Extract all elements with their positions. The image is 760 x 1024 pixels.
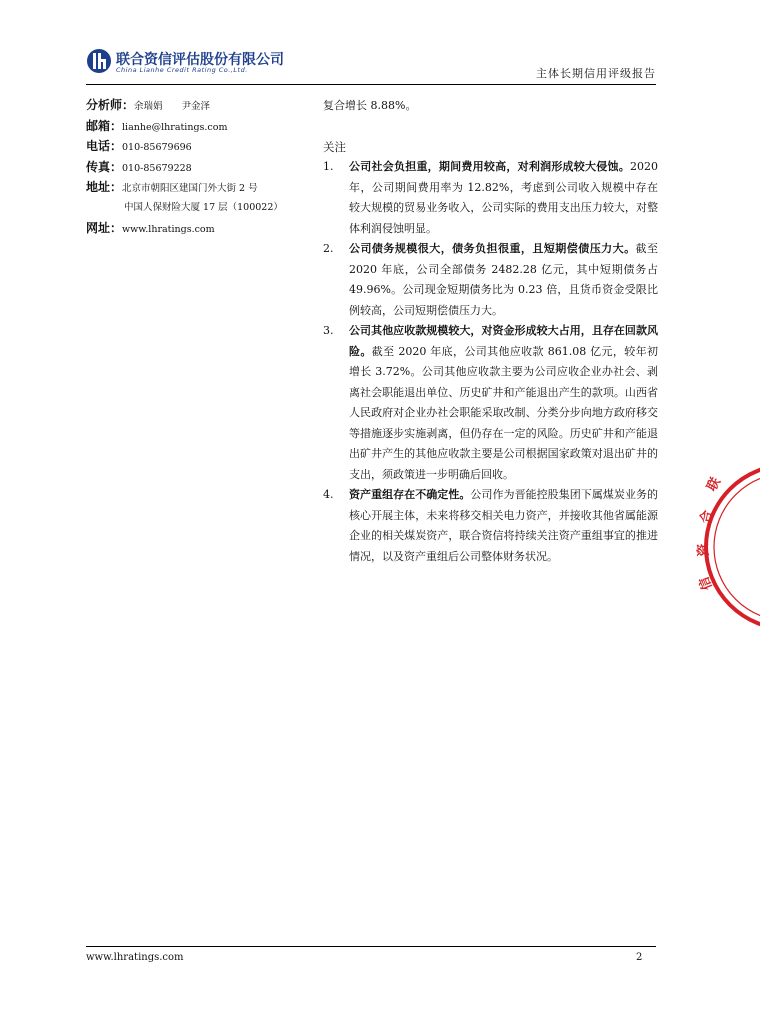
concern-item [323,485,658,567]
page-number: 2 [636,952,643,963]
svg-text:合: 合 [698,508,716,525]
concern-item [323,239,658,321]
footer-divider [86,946,656,947]
lianhe-logo-icon [86,48,112,74]
address-label: 地址： [86,180,123,194]
phone-label: 电话： [86,139,123,153]
analyst-row [86,96,311,117]
website-value[interactable]: www.lhratings.com [122,224,215,235]
website-label: 网址： [86,221,123,235]
item-detail: 公司作为晋能控股集团下属煤炭业务的核心开展主体，未来将移交相关电力资产，并接收其他省属能源企业的相关煤炭资产，联合资信将持续关注资产重组事宜的推进情况，以及资产重组后公司整体财务状况。 [349,488,659,563]
analyst-value: 余瑞娟 尹金泽 [134,101,211,112]
concern-item [323,321,658,485]
company-name-cn: 联合资信评估股份有限公司 [116,52,284,68]
item-detail: 截至 2020 年底，公司其他应收款 861.08 亿元，较年初增长 3.72%。公司其他应收款主要为公司应收企业办社会、剥离社会职能退出单位、历史矿井和产能退出产生的款项。山西省人民政府对企业办社会职能采取改制、分类分步向地方政府移交等措施逐步实施剥离，但仍存在一定的风险。历史矿井和产能退出矿井产生的其他应收款主要是公司根据国家政策对退出矿井的支出，须政策进一步明确后回收。 [349,344,659,481]
concern-item [323,157,658,239]
analyst-label: 分析师： [86,98,135,112]
svg-text:资: 资 [695,542,712,557]
email-value[interactable]: lianhe@lhratings.com [122,121,228,133]
company-seal-stamp [695,452,760,642]
website-row [86,219,311,240]
company-name-en: China Lianhe Credit Rating Co.,Ltd. [116,66,248,74]
address-line-2: 中国人保财险大厦 17 层（100022） [124,201,283,213]
item-detail: 2020 年，公司期间费用率为 12.82%，考虑到公司收入规模中存在较大规模的贸易业务收入，公司实际的费用支出压力较大，对整体利润侵蚀明显。 [349,160,658,235]
item-summary: 公司其他应收款规模较大，对资金形成较大占用，且存在回款风险。 [349,324,658,358]
item-summary: 公司社会负担重，期间费用较高，对利润形成较大侵蚀。 [349,160,630,173]
email-row [86,117,311,138]
phone-value: 010-85679696 [122,142,192,153]
svg-text:信: 信 [696,574,716,593]
address-row [86,178,311,199]
fax-row [86,158,311,179]
page-header [86,48,656,84]
concern-heading: 关注 [323,139,346,154]
item-number: 2. [323,242,334,255]
email-label: 邮箱： [86,118,123,133]
item-summary: 公司债务规模很大，债务负担很重，且短期偿债压力大。 [349,242,636,255]
svg-text:联: 联 [704,475,724,494]
fax-value: 010-85679228 [122,162,192,174]
header-divider [86,84,656,85]
continuation-text: 复合增长 8.88%。 [323,99,417,112]
main-content [323,96,658,567]
item-number: 3. [323,324,334,337]
phone-row [86,137,311,158]
fax-label: 传真： [86,159,123,174]
analyst-contact-block [86,96,311,240]
item-summary: 资产重组存在不确定性。 [349,488,471,501]
address-line-1: 北京市朝阳区建国门外大街 2 号 [122,183,258,194]
item-number: 1. [323,160,334,173]
item-detail: 截至 2020 年底，公司全部债务 2482.28 亿元，其中短期债务占 49.96%。公司现金短期债务比为 0.23 倍，且货币资金受限比例较高，公司短期偿债压力大。 [349,242,659,317]
item-number: 4. [323,488,334,501]
footer-website[interactable]: www.lhratings.com [86,952,184,963]
report-type-title: 主体长期信用评级报告 [536,67,656,80]
